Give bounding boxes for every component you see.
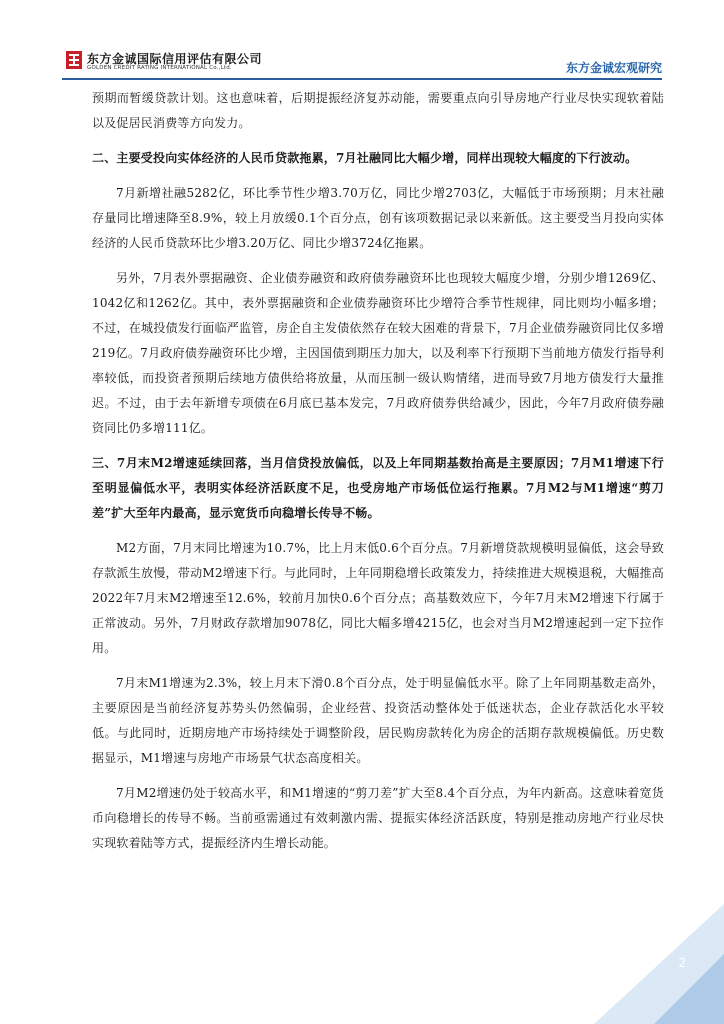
paragraph: M2方面，7月末同比增速为10.7%，比上月末低0.6个百分点。7月新增贷款规模明显偏低，这会导致存款派生放慢，带动M2增速下行。与此同时，上年同期稳增长政策发力，持续推进大规模退税，大幅推高2022年7月末M2增速至12.6%，较前月加快0.6个百分点；高基数效应下，今年7月末M2增速下行属于正常波动。另外，7月财政存款增加9078亿，同比大幅多增4215亿，也会对当月M2增速起到一定下拉作用。 xyxy=(92,541,664,655)
report-series-title: 东方金诚宏观研究 xyxy=(565,61,662,75)
page-header xyxy=(0,0,724,82)
paragraph: 预期而暂缓贷款计划。这也意味着，后期提振经济复苏动能，需要重点向引导房地产行业尽快实现软着陆以及促居民消费等方向发力。 xyxy=(92,91,664,130)
section-heading: 二、主要受投向实体经济的人民币贷款拖累，7月社融同比大幅少增，同样出现较大幅度的下行波动。 xyxy=(92,151,638,165)
paragraph: 7月新增社融5282亿，环比季节性少增3.70万亿，同比少增2703亿，大幅低于市场预期；月末社融存量同比增速降至8.9%，较上月放缓0.1个百分点，创有该项数据记录以来新低。这主要受当月投向实体经济的人民币贷款环比少增3.20万亿、同比少增3724亿拖累。 xyxy=(92,186,664,250)
section-heading: 三、7月末M2增速延续回落，当月信贷投放偏低，以及上年同期基数抬高是主要原因；7月M1增速下行至明显偏低水平，表明实体经济活跃度不足，也受房地产市场低位运行拖累。7月M2与M1增速“剪刀差”扩大至年内最高，显示宽货币向稳增长传导不畅。 xyxy=(92,456,664,520)
corner-decoration xyxy=(564,894,724,1024)
paragraph: 7月末M1增速为2.3%，较上月末下滑0.8个百分点，处于明显偏低水平。除了上年同期基数走高外，主要原因是当前经济复苏势头仍然偏弱，企业经营、投资活动整体处于低迷状态，企业存款活化水平较低。与此同时，近期房地产市场持续处于调整阶段，居民购房款转化为房企的活期存款规模偏低。历史数据显示，M1增速与房地产市场景气状态高度相关。 xyxy=(92,676,664,765)
company-name-en: GOLDEN CREDIT RATING INTERNATIONAL Co.,Ltd. xyxy=(87,65,232,71)
page-number: 2 xyxy=(678,956,686,970)
company-name-cn: 东方金诚国际信用评估有限公司 xyxy=(87,52,263,66)
company-logo-icon xyxy=(66,51,82,69)
header-divider xyxy=(62,78,662,80)
document-body xyxy=(92,86,664,866)
paragraph: 另外，7月表外票据融资、企业债券融资和政府债券融资环比也现较大幅度少增，分别少增1269亿、1042亿和1262亿。其中，表外票据融资和企业债券融资环比少增符合季节性规律，同比则均小幅多增；不过，在城投债发行面临严监管，房企自主发债依然存在较大困难的背景下，7月企业债券融资同比仅多增219亿。7月政府债券融资环比少增，主因国债到期压力加大，以及利率下行预期下当前地方债发行指导利率较低，而投资者预期后续地方债供给将放量，从而压制一级认购情绪，进而导致7月地方债发行大量推迟。不过，由于去年新增专项债在6月底已基本发完，7月政府债券供给减少，因此，今年7月政府债券融资同比仍多增111亿。 xyxy=(92,271,664,435)
paragraph: 7月M2增速仍处于较高水平，和M1增速的“剪刀差”扩大至8.4个百分点，为年内新高。这意味着宽货币向稳增长的传导不畅。当前亟需通过有效刺激内需、提振实体经济活跃度，特别是推动房地产行业尽快实现软着陆等方式，提振经济内生增长动能。 xyxy=(92,786,664,850)
